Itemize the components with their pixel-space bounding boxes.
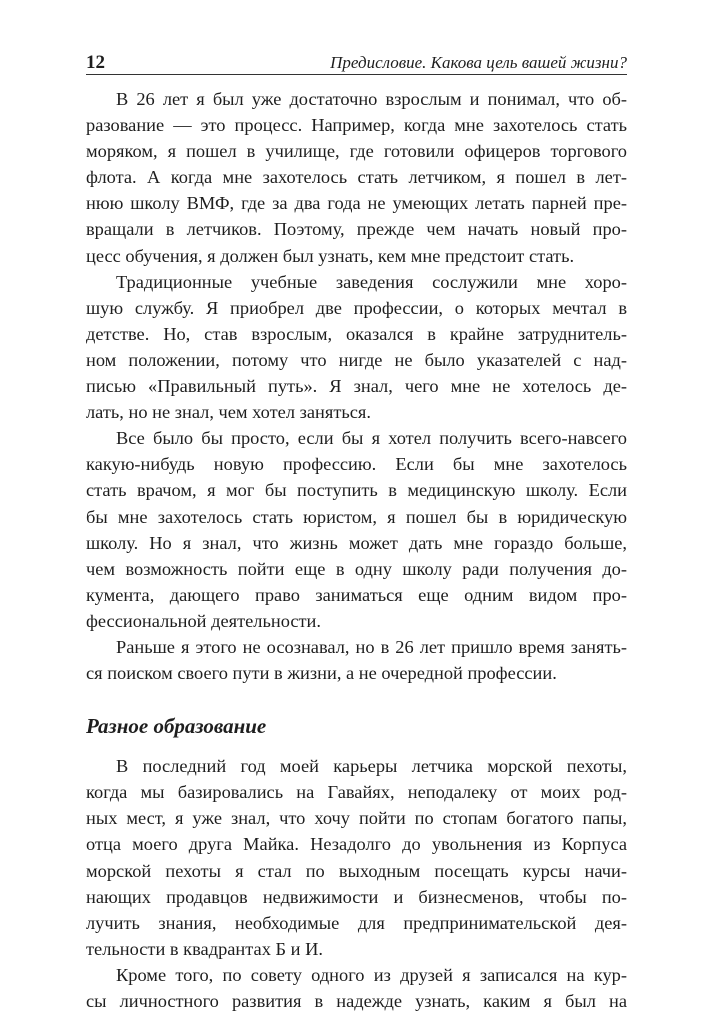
text-line: стать врачом, я мог бы поступить в медицинскую школу. Если: [86, 480, 627, 501]
text-line: вращали в летчиков. Поэтому, прежде чем начать новый про-: [86, 219, 627, 240]
text-line: кумента, дающего право заниматься еще одним видом про-: [86, 584, 627, 605]
text-line: флота. А когда мне захотелось стать летчиком, я пошел в лет-: [86, 167, 627, 188]
text-line: какую-нибудь новую профессию. Если бы мне захотелось: [86, 454, 627, 475]
text-line: Все было бы просто, если бы я хотел получить всего-навсего: [116, 428, 627, 449]
text-line: цесс обучения, я должен был узнать, кем мне предстоит стать.: [86, 245, 575, 266]
text-line: чем возможность пойти еще в одну школу ради получения до-: [86, 558, 627, 579]
text-line: ных мест, я уже знал, что хочу пойти по стопам богатого папы,: [86, 808, 627, 829]
text-line: писью «Правильный путь». Я знал, чего мне не хотелось де-: [86, 376, 627, 397]
text-line: тельности в квадрантах Б и И.: [86, 938, 323, 959]
body-text: [86, 86, 627, 1014]
text-block-before-heading: [86, 86, 627, 686]
paragraph: [86, 753, 627, 962]
running-head-title: Предисловие. Какова цель вашей жизни?: [330, 53, 627, 72]
text-line: Раньше я этого не осознавал, но в 26 лет пришло время занять-: [116, 636, 627, 657]
text-line: детстве. Но, став взрослым, оказался в крайне затруднитель-: [86, 323, 627, 344]
text-line: морской пехоты я стал по выходным посещать курсы начи-: [86, 860, 627, 881]
section-heading: Разное образование: [86, 714, 267, 739]
text-line: моряком, я пошел в училище, где готовили офицеров торгового: [86, 141, 627, 162]
text-line: В последний год моей карьеры летчика морской пехоты,: [116, 756, 627, 777]
text-line: лучить знания, необходимые для предпринимательской дея-: [86, 912, 627, 933]
text-line: нюю школу ВМФ, где за два года не умеющих летать парней пре-: [86, 193, 627, 214]
text-line: фессиональной деятельности.: [86, 610, 321, 631]
text-line: В 26 лет я был уже достаточно взрослым и понимал, что об-: [116, 89, 627, 109]
text-line: Кроме того, по совету одного из друзей я записался на кур-: [116, 964, 627, 985]
page-number: 12: [86, 52, 105, 73]
text-line: нающих продавцов недвижимости и бизнесменов, чтобы по-: [86, 886, 627, 907]
text-line: разование — это процесс. Например, когда мне захотелось стать: [86, 115, 627, 136]
text-line: Традиционные учебные заведения сослужили мне хоро-: [116, 271, 627, 292]
paragraph: [86, 269, 627, 426]
text-line: ся поиском своего пути в жизни, а не очередной профессии.: [86, 663, 557, 684]
running-header: [86, 42, 627, 75]
text-line: шую службу. Я приобрел две профессии, о которых мечтал в: [86, 297, 627, 318]
paragraph: [86, 634, 627, 686]
text-line: бы мне захотелось стать юристом, я пошел бы в юридическую: [86, 506, 627, 527]
text-line: когда мы базировались на Гавайях, неподалеку от моих род-: [86, 782, 627, 803]
paragraph: [86, 962, 627, 1014]
text-block-after-heading: [86, 753, 627, 1014]
text-line: отца моего друга Майка. Незадолго до увольнения из Корпуса: [86, 834, 627, 855]
text-line: школу. Но я знал, что жизнь может дать мне гораздо больше,: [86, 532, 627, 553]
paragraph: [86, 425, 627, 634]
text-line: ном положении, потому что нигде не было указателей с над-: [86, 349, 627, 370]
text-line: лать, но не знал, чем хотел заняться.: [86, 402, 371, 423]
paragraph: [86, 86, 627, 269]
text-line: сы личностного развития в надежде узнать, каким я был на: [86, 991, 627, 1011]
